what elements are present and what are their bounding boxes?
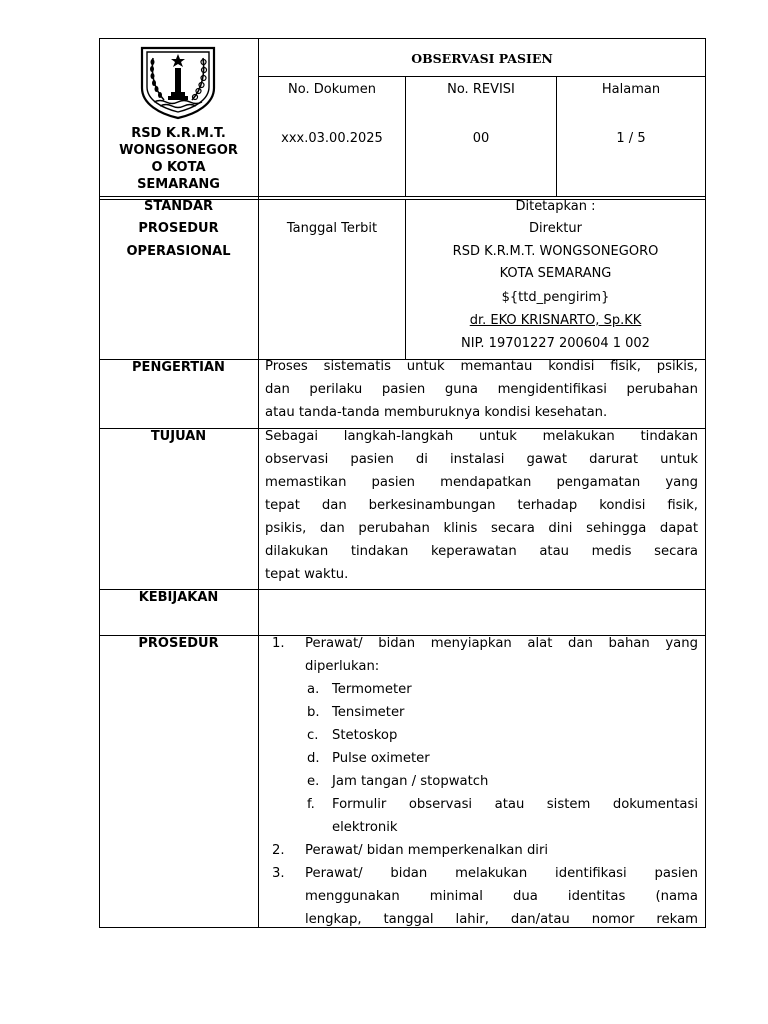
list-item: [272, 839, 698, 862]
list-item: [272, 701, 698, 724]
approval-ditetapkan: Ditetapkan :: [515, 199, 596, 214]
approval-signature-placeholder: ${ttd_pengirim}: [501, 290, 610, 305]
list-item: [272, 793, 698, 816]
value-no-revisi: 00: [472, 131, 490, 146]
sub-item-letter: f.: [307, 797, 315, 812]
table-right-border: [705, 38, 706, 928]
table-col-divider: [258, 38, 259, 928]
kebijakan-label: KEBIJAKAN: [138, 590, 219, 605]
header-title-divider: [258, 76, 706, 77]
header-bottom-border: [99, 196, 706, 197]
org-name-line-1: RSD K.R.M.T.: [131, 126, 226, 141]
step-number: 2.: [272, 843, 285, 858]
sub-item-text: Formulir observasi atau sistem dokumentasi: [332, 797, 698, 812]
step-3-line-1: Perawat/ bidan melakukan identifikasi pasien: [305, 866, 698, 881]
value-no-dokumen: xxx.03.00.2025: [281, 131, 383, 146]
list-item: [272, 770, 698, 793]
step-number: 1.: [272, 636, 285, 651]
list-item: [272, 632, 698, 655]
pengertian-label: PENGERTIAN: [132, 360, 225, 375]
list-item: [272, 747, 698, 770]
list-item: [272, 678, 698, 701]
tujuan-line: observasi pasien di instalasi gawat darurat untuk: [265, 452, 698, 467]
label-halaman: Halaman: [601, 82, 661, 97]
sop-label-line-2: PROSEDUR: [138, 221, 219, 236]
approval-city: KOTA SEMARANG: [499, 266, 612, 281]
document-title: OBSERVASI PASIEN: [411, 51, 553, 66]
tujuan-line: tepat dan berkesinambungan terhadap kondisi fisik,: [265, 498, 698, 513]
list-item: [272, 816, 698, 839]
sub-item-letter: d.: [307, 751, 320, 766]
tujuan-line: Sebagai langkah-langkah untuk melakukan tindakan: [265, 429, 698, 444]
approval-hospital: RSD K.R.M.T. WONGSONEGORO: [452, 244, 659, 259]
step-3-line-3: lengkap, tanggal lahir, dan/atau nomor rekam: [305, 912, 698, 927]
approval-director-name: dr. EKO KRISNARTO, Sp.KK: [469, 313, 642, 328]
sub-item-text: Tensimeter: [332, 705, 405, 720]
prosedur-list: [272, 632, 698, 931]
list-item: [272, 885, 698, 908]
approval-direktur: Direktur: [529, 221, 582, 236]
list-item: [272, 655, 698, 678]
tanggal-terbit-label: Tanggal Terbit: [286, 221, 378, 236]
sub-item-text: Stetoskop: [332, 728, 398, 743]
list-item: [272, 724, 698, 747]
step-3-line-2: menggunakan minimal dua identitas (nama: [305, 889, 698, 904]
tujuan-line: dilakukan tindakan keperawatan atau medis secara: [265, 544, 698, 559]
tujuan-label: TUJUAN: [150, 429, 207, 444]
sub-item-continuation: elektronik: [332, 820, 398, 835]
list-item: [272, 862, 698, 885]
sop-label-line-1: STANDAR: [143, 199, 214, 214]
sub-item-letter: c.: [307, 728, 319, 743]
org-name-line-4: SEMARANG: [137, 177, 220, 192]
hospital-logo: [138, 44, 218, 120]
sub-item-letter: e.: [307, 774, 320, 789]
prosedur-label: PROSEDUR: [138, 636, 219, 651]
approval-nip: NIP. 19701227 200604 1 002: [461, 336, 650, 351]
org-name-line-3: O KOTA: [151, 160, 206, 175]
pengertian-line: dan perilaku pasien guna mengidentifikasi perubahan: [265, 382, 698, 397]
label-no-dokumen: No. Dokumen: [288, 82, 376, 97]
tujuan-text: [265, 425, 698, 586]
sop-label-line-3: OPERASIONAL: [126, 244, 231, 259]
sub-item-letter: b.: [307, 705, 320, 720]
header-top-border: [99, 38, 706, 39]
org-name-line-2: WONGSONEGOR: [119, 143, 238, 158]
pengertian-line: Proses sistematis untuk memantau kondisi fisik, psikis,: [265, 359, 698, 374]
sub-item-text: Jam tangan / stopwatch: [332, 774, 489, 789]
step-2-text: Perawat/ bidan memperkenalkan diri: [305, 843, 549, 858]
tujuan-line: memastikan pasien mendapatkan pengamatan yang: [265, 475, 698, 490]
tujuan-line: tepat waktu.: [265, 567, 349, 582]
label-no-revisi: No. REVISI: [447, 82, 515, 97]
sub-item-letter: a.: [307, 682, 320, 697]
sub-item-text: Termometer: [332, 682, 412, 697]
step-1-line-1: Perawat/ bidan menyiapkan alat dan bahan yang: [305, 636, 698, 651]
value-halaman: 1 / 5: [616, 131, 646, 146]
list-item: [272, 908, 698, 931]
pengertian-line: atau tanda-tanda memburuknya kondisi kesehatan.: [265, 405, 608, 420]
step-number: 3.: [272, 866, 285, 881]
sub-item-text: Pulse oximeter: [332, 751, 430, 766]
step-1-line-2: diperlukan:: [305, 659, 380, 674]
pengertian-text: [265, 355, 698, 424]
tujuan-line: psikis, dan perubahan klinis secara dini sehingga dapat: [265, 521, 698, 536]
